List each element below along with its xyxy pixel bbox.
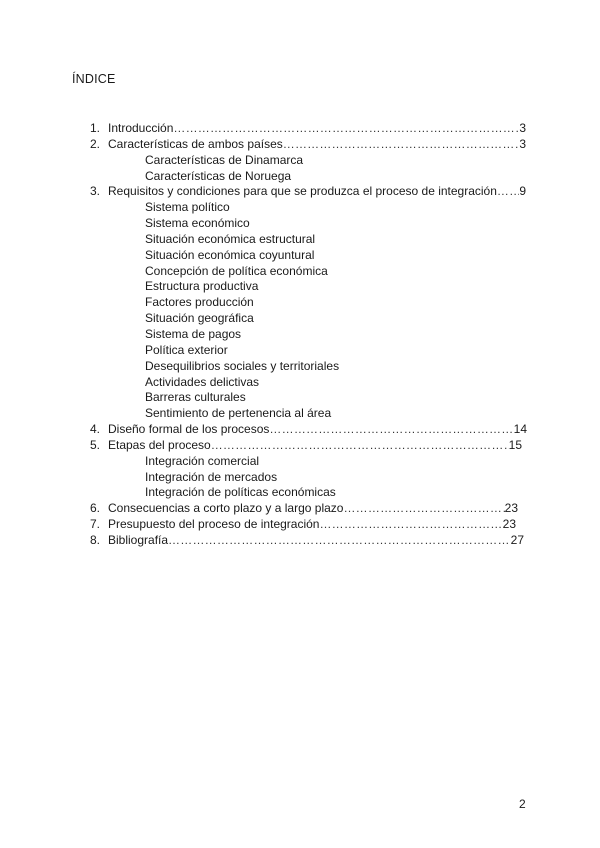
- toc-entry-line: [108, 137, 526, 153]
- dot-leader: [497, 184, 519, 200]
- toc-subentry: [0, 327, 600, 343]
- toc-entry-page: 14: [513, 422, 527, 437]
- toc-subentry: [0, 311, 600, 327]
- toc-subentry: [0, 264, 600, 280]
- toc-entry-page: 27: [510, 532, 524, 547]
- toc-subentry: [0, 390, 600, 406]
- toc-entry-title: Introducción: [108, 121, 174, 135]
- dot-leader: [173, 121, 519, 137]
- toc-subentry-title: Concepción de política económica: [145, 263, 328, 278]
- dot-leader: [343, 501, 504, 517]
- toc-subentry-title: Estructura productiva: [145, 279, 259, 294]
- toc-entry-page: 23: [504, 501, 518, 516]
- toc-subentry: [0, 470, 600, 486]
- toc-subentry-title: Sistema político: [145, 200, 230, 215]
- toc-subentry: [0, 454, 600, 470]
- toc-entry-number: 8.: [90, 532, 101, 547]
- dot-leader: [211, 438, 509, 454]
- toc-entry-title: Bibliografía: [108, 532, 169, 547]
- page-title: ÍNDICE: [72, 72, 116, 86]
- toc-entry-line: [108, 438, 522, 454]
- page-number: 2: [519, 797, 526, 811]
- toc-entry-line: [108, 184, 526, 200]
- toc-entry-page: 23: [502, 517, 516, 532]
- toc-entry-title: Presupuesto del proceso de integración: [108, 517, 320, 532]
- toc-subentry: [0, 406, 600, 422]
- toc-subentry: [0, 248, 600, 264]
- toc-subentry-title: Barreras culturales: [145, 390, 246, 405]
- toc-subentry-title: Sistema económico: [145, 216, 250, 231]
- toc-entry-number: 4.: [90, 422, 101, 437]
- toc-entry-number: 6.: [90, 501, 101, 516]
- toc-subentry: [0, 153, 600, 169]
- toc-entry-title: Características de ambos países: [108, 136, 283, 151]
- toc-subentry: [0, 216, 600, 232]
- toc-entry-number: 1.: [90, 121, 101, 135]
- toc-entry: [0, 438, 600, 454]
- toc-subentry-title: Situación geográfica: [145, 311, 254, 326]
- toc-entry-number: 5.: [90, 437, 101, 452]
- toc-subentry: [0, 485, 600, 501]
- toc-entry-page: 3: [519, 136, 526, 151]
- toc-entry-line: [108, 501, 518, 517]
- toc-subentry-title: Política exterior: [145, 342, 228, 357]
- toc-subentry-title: Sentimiento de pertenencia al área: [145, 406, 332, 421]
- toc-entry-line: [108, 121, 526, 137]
- toc-subentry-title: Integración de políticas económicas: [145, 485, 336, 500]
- toc-subentry-title: Sistema de pagos: [145, 326, 242, 341]
- toc-entry-number: 7.: [90, 517, 101, 532]
- toc-entry: [0, 184, 600, 200]
- toc-entry: [0, 517, 600, 533]
- toc-entry-page: 3: [519, 121, 526, 135]
- toc-entry-title: Diseño formal de los procesos: [108, 422, 270, 437]
- toc-entry: [0, 121, 600, 137]
- toc-entry-page: 15: [508, 437, 522, 452]
- toc-entry-page: 9: [519, 184, 526, 199]
- toc-subentry-title: Actividades delictivas: [145, 374, 260, 389]
- dot-leader: [168, 533, 511, 549]
- toc-subentry: [0, 359, 600, 375]
- toc-subentry: [0, 232, 600, 248]
- toc-subentry: [0, 295, 600, 311]
- toc-entry-line: [108, 422, 527, 438]
- toc-subentry-title: Características de Noruega: [145, 168, 292, 183]
- toc-entry-number: 2.: [90, 136, 101, 151]
- toc-entry-title: Consecuencias a corto plazo y a largo plazo: [108, 501, 344, 516]
- toc-entry: [0, 533, 600, 549]
- toc-subentry-title: Características de Dinamarca: [145, 152, 304, 167]
- toc-subentry-title: Integración de mercados: [145, 469, 278, 484]
- toc-entry: [0, 422, 600, 438]
- toc-subentry: [0, 169, 600, 185]
- dot-leader: [269, 422, 513, 438]
- toc-subentry: [0, 375, 600, 391]
- toc-entry: [0, 501, 600, 517]
- toc-entry-number: 3.: [90, 184, 101, 199]
- toc-subentry-title: Desequilibrios sociales y territoriales: [145, 358, 340, 373]
- toc-entry-line: [108, 517, 516, 533]
- dot-leader: [319, 517, 502, 533]
- toc-subentry-title: Factores producción: [145, 295, 254, 310]
- toc-entry-line: [108, 533, 524, 549]
- toc-entry-title: Requisitos y condiciones para que se produzca el proceso de integración: [108, 184, 497, 199]
- toc-subentry: [0, 343, 600, 359]
- toc-subentry: [0, 279, 600, 295]
- table-of-contents: [0, 121, 600, 549]
- toc-entry: [0, 137, 600, 153]
- toc-subentry-title: Situación económica estructural: [145, 231, 316, 246]
- toc-subentry: [0, 200, 600, 216]
- toc-subentry-title: Integración comercial: [145, 453, 260, 468]
- dot-leader: [283, 137, 520, 153]
- toc-subentry-title: Situación económica coyuntural: [145, 247, 315, 262]
- toc-entry-title: Etapas del proceso: [108, 437, 211, 452]
